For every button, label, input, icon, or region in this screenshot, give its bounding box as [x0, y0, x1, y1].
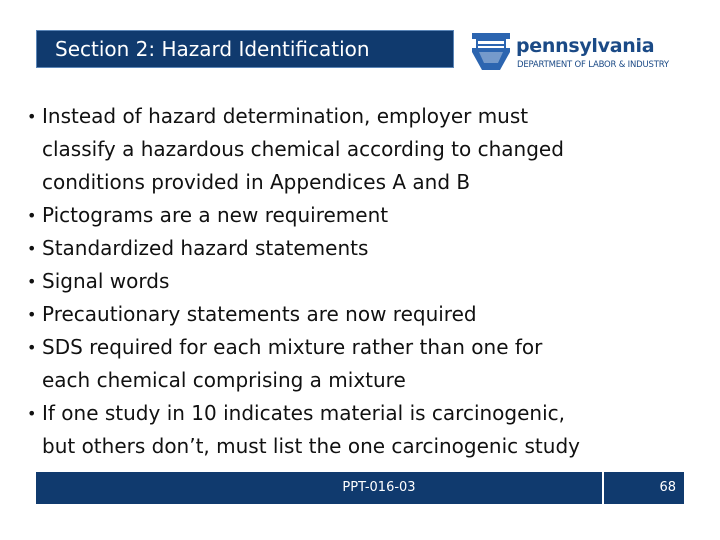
- footer-bar: [36, 472, 684, 504]
- bullet-dot-icon: •: [27, 338, 37, 357]
- bullet-item: [27, 397, 702, 463]
- footer-code: PPT-016-03: [342, 480, 416, 495]
- bullet-text-line: SDS required for each mixture rather than one for: [42, 335, 543, 359]
- bullet-dot-icon: •: [27, 239, 37, 258]
- bullet-text-line: If one study in 10 indicates material is carcinogenic,: [42, 401, 566, 425]
- bullet-item: [27, 232, 702, 265]
- bullet-dot-icon: •: [27, 272, 37, 291]
- bullet-text-line: classify a hazardous chemical according to changed: [42, 137, 564, 161]
- bullet-item: [27, 298, 702, 331]
- bullet-text-line: Precautionary statements are now required: [42, 302, 477, 326]
- slide-title: Section 2: Hazard Identification: [36, 30, 454, 68]
- bullet-dot-icon: •: [27, 107, 37, 126]
- bullet-text-line: Pictograms are a new requirement: [42, 203, 389, 227]
- logo-subtitle: DEPARTMENT OF LABOR & INDUSTRY: [517, 60, 669, 70]
- bullet-dot-icon: •: [27, 404, 37, 423]
- keystone-icon: [470, 30, 512, 76]
- bullet-item: [27, 100, 702, 199]
- page-number: 68: [659, 480, 676, 495]
- bullet-item: [27, 331, 702, 397]
- bullet-text-line: but others don’t, must list the one carcinogenic study: [42, 434, 580, 458]
- bullet-text-line: each chemical comprising a mixture: [42, 368, 406, 392]
- bullet-item: [27, 199, 702, 232]
- bullet-text-line: Instead of hazard determination, employer must: [42, 104, 529, 128]
- bullet-text-line: conditions provided in Appendices A and B: [42, 170, 471, 194]
- bullet-item: [27, 265, 702, 298]
- pennsylvania-logo: [470, 30, 692, 76]
- bullet-list: [27, 100, 702, 463]
- bullet-text-line: Standardized hazard statements: [42, 236, 369, 260]
- bullet-text-line: Signal words: [42, 269, 170, 293]
- bullet-dot-icon: •: [27, 305, 37, 324]
- logo-wordmark: pennsylvania: [516, 35, 655, 57]
- bullet-dot-icon: •: [27, 206, 37, 225]
